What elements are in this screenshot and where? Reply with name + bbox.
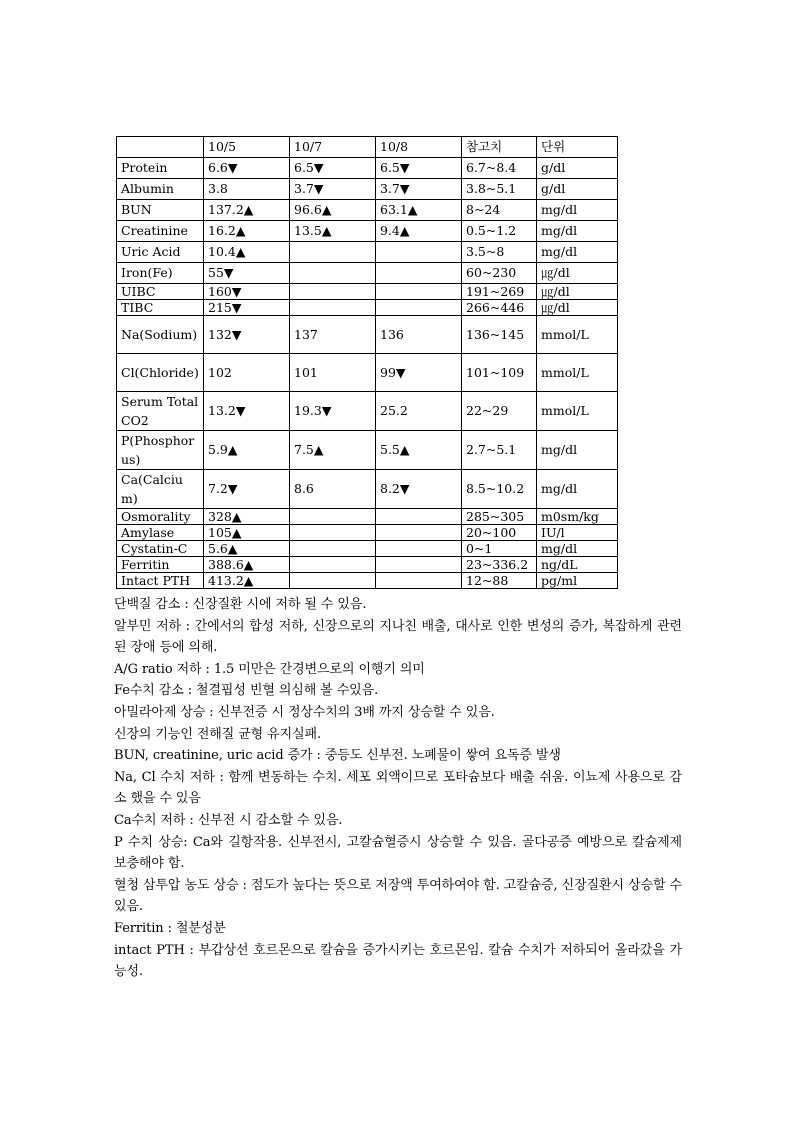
note-paragraph: Na, Cl 수치 저하 : 함께 변동하는 수치. 세포 외액이므로 포타슘보다 배출 쉬움. 이뇨제 사용으로 감소 했을 수 있음: [114, 769, 682, 807]
value-cell: [376, 525, 462, 541]
value-cell: 96.6▲: [290, 200, 376, 221]
value-cell: 8.6: [290, 470, 376, 509]
note-paragraph: 혈청 삼투압 농도 상승 : 점도가 높다는 뜻으로 저장액 투여하여야 함. 고칼슘증, 신장질환시 상승할 수 있음.: [114, 877, 682, 915]
value-cell: [376, 557, 462, 573]
value-cell: [290, 242, 376, 263]
table-row: [117, 392, 618, 431]
value-cell: 137.2▲: [204, 200, 290, 221]
table-header-row: [117, 137, 618, 158]
reference-cell: 8~24: [462, 200, 537, 221]
test-name-cell: Cystatin-C: [117, 541, 204, 557]
lab-results-table: [116, 136, 618, 589]
value-cell: 328▲: [204, 509, 290, 525]
reference-cell: 266~446: [462, 300, 537, 316]
header-cell: 단위: [537, 137, 618, 158]
value-cell: [290, 300, 376, 316]
reference-cell: 101~109: [462, 354, 537, 392]
note-paragraph: Fe수치 감소 : 철결핍성 빈혈 의심해 볼 수있음.: [114, 683, 379, 699]
table-row: [117, 263, 618, 284]
value-cell: 3.8: [204, 179, 290, 200]
unit-cell: IU/l: [537, 525, 618, 541]
reference-cell: 0.5~1.2: [462, 221, 537, 242]
value-cell: 25.2: [376, 392, 462, 431]
table-row: [117, 431, 618, 470]
value-cell: [290, 509, 376, 525]
note-paragraph: Ferritin : 철분성분: [114, 920, 226, 936]
reference-cell: 136~145: [462, 316, 537, 354]
unit-cell: mg/dl: [537, 431, 618, 470]
test-name-cell: Iron(Fe): [117, 263, 204, 284]
value-cell: 3.7▼: [376, 179, 462, 200]
test-name-cell: Na(Sodium): [117, 316, 204, 354]
note-paragraph: Ca수치 저하 : 신부전 시 감소할 수 있음.: [114, 812, 343, 828]
value-cell: 413.2▲: [204, 573, 290, 589]
table-row: [117, 158, 618, 179]
table-row: [117, 242, 618, 263]
test-name-cell: BUN: [117, 200, 204, 221]
value-cell: 13.2▼: [204, 392, 290, 431]
test-name-cell: Intact PTH: [117, 573, 204, 589]
test-name-cell: TIBC: [117, 300, 204, 316]
note-paragraph: 단백질 감소 : 신장질환 시에 저하 될 수 있음.: [114, 597, 367, 612]
value-cell: 6.5▼: [376, 158, 462, 179]
value-cell: [290, 263, 376, 284]
test-name-cell: Osmorality: [117, 509, 204, 525]
table-row: [117, 509, 618, 525]
unit-cell: mg/dl: [537, 541, 618, 557]
table-row: [117, 573, 618, 589]
value-cell: 6.5▼: [290, 158, 376, 179]
unit-cell: pg/ml: [537, 573, 618, 589]
header-cell: 참고치: [462, 137, 537, 158]
value-cell: [290, 525, 376, 541]
interpretation-notes: [114, 594, 682, 983]
header-cell: 10/7: [290, 137, 376, 158]
value-cell: 137: [290, 316, 376, 354]
note-paragraph: 아밀라아제 상승 : 신부전증 시 정상수치의 3배 까지 상승할 수 있음.: [114, 704, 495, 720]
value-cell: 215▼: [204, 300, 290, 316]
reference-cell: 285~305: [462, 509, 537, 525]
table-row: [117, 470, 618, 509]
reference-cell: 3.8~5.1: [462, 179, 537, 200]
table-row: [117, 316, 618, 354]
unit-cell: g/dl: [537, 158, 618, 179]
reference-cell: 3.5~8: [462, 242, 537, 263]
value-cell: [376, 263, 462, 284]
reference-cell: 12~88: [462, 573, 537, 589]
test-name-cell: Serum Total CO2: [117, 392, 204, 431]
unit-cell: m0sm/kg: [537, 509, 618, 525]
reference-cell: 8.5~10.2: [462, 470, 537, 509]
unit-cell: mmol/L: [537, 354, 618, 392]
value-cell: [290, 284, 376, 300]
test-name-cell: Ferritin: [117, 557, 204, 573]
value-cell: 9.4▲: [376, 221, 462, 242]
reference-cell: 191~269: [462, 284, 537, 300]
unit-cell: mg/dl: [537, 242, 618, 263]
reference-cell: 20~100: [462, 525, 537, 541]
value-cell: 19.3▼: [290, 392, 376, 431]
test-name-cell: Cl(Chloride): [117, 354, 204, 392]
value-cell: 101: [290, 354, 376, 392]
value-cell: 6.6▼: [204, 158, 290, 179]
table-row: [117, 284, 618, 300]
reference-cell: 22~29: [462, 392, 537, 431]
value-cell: [290, 573, 376, 589]
unit-cell: mmol/L: [537, 316, 618, 354]
reference-cell: 23~336.2: [462, 557, 537, 573]
note-paragraph: BUN, creatinine, uric acid 증가 : 중등도 신부전. 노폐물이 쌓여 요독증 발생: [114, 748, 561, 764]
value-cell: 63.1▲: [376, 200, 462, 221]
value-cell: [376, 541, 462, 557]
note-paragraph: A/G ratio 저하 : 1.5 미만은 간경변으로의 이행기 의미: [114, 661, 425, 677]
note-paragraph: 신장의 기능인 전해질 균형 유지실패.: [114, 726, 322, 742]
test-name-cell: Uric Acid: [117, 242, 204, 263]
value-cell: [376, 509, 462, 525]
table-row: [117, 179, 618, 200]
value-cell: 16.2▲: [204, 221, 290, 242]
reference-cell: 2.7~5.1: [462, 431, 537, 470]
value-cell: 160▼: [204, 284, 290, 300]
value-cell: 99▼: [376, 354, 462, 392]
reference-cell: 0~1: [462, 541, 537, 557]
value-cell: [376, 573, 462, 589]
unit-cell: mg/dl: [537, 470, 618, 509]
test-name-cell: Protein: [117, 158, 204, 179]
table-row: [117, 525, 618, 541]
value-cell: 13.5▲: [290, 221, 376, 242]
test-name-cell: P(Phosphorus): [117, 431, 204, 470]
table-row: [117, 557, 618, 573]
value-cell: 5.5▲: [376, 431, 462, 470]
header-cell: 10/5: [204, 137, 290, 158]
header-cell: 10/8: [376, 137, 462, 158]
test-name-cell: Albumin: [117, 179, 204, 200]
test-name-cell: Creatinine: [117, 221, 204, 242]
value-cell: 5.9▲: [204, 431, 290, 470]
value-cell: 55▼: [204, 263, 290, 284]
value-cell: [376, 242, 462, 263]
unit-cell: mmol/L: [537, 392, 618, 431]
value-cell: 136: [376, 316, 462, 354]
value-cell: 10.4▲: [204, 242, 290, 263]
reference-cell: 6.7~8.4: [462, 158, 537, 179]
table-row: [117, 354, 618, 392]
test-name-cell: Amylase: [117, 525, 204, 541]
value-cell: [290, 557, 376, 573]
value-cell: 7.5▲: [290, 431, 376, 470]
value-cell: 102: [204, 354, 290, 392]
reference-cell: 60~230: [462, 263, 537, 284]
table-row: [117, 200, 618, 221]
value-cell: 388.6▲: [204, 557, 290, 573]
test-name-cell: UIBC: [117, 284, 204, 300]
note-paragraph: intact PTH : 부갑상선 호르몬으로 칼슘을 증가시키는 호르몬임. 칼슘 수치가 저하되어 올라갔을 가능성.: [114, 942, 682, 980]
value-cell: 8.2▼: [376, 470, 462, 509]
value-cell: [376, 300, 462, 316]
value-cell: [290, 541, 376, 557]
unit-cell: ㎍/dl: [537, 284, 618, 300]
unit-cell: ng/dL: [537, 557, 618, 573]
value-cell: 3.7▼: [290, 179, 376, 200]
note-paragraph: 알부민 저하 : 간에서의 합성 저하, 신장으로의 지나친 배출, 대사로 인한 변성의 증가, 복잡하게 관련된 장애 등에 의해.: [114, 618, 682, 656]
unit-cell: ㎍/dl: [537, 300, 618, 316]
value-cell: 5.6▲: [204, 541, 290, 557]
value-cell: 105▲: [204, 525, 290, 541]
note-paragraph: P 수치 상승: Ca와 길항작용. 신부전시, 고칼슘혈증시 상승할 수 있음. 골다공증 예방으로 칼슘제제 보충해야 함.: [114, 834, 682, 872]
unit-cell: mg/dl: [537, 221, 618, 242]
unit-cell: mg/dl: [537, 200, 618, 221]
table-row: [117, 541, 618, 557]
header-cell: [117, 137, 204, 158]
table-row: [117, 300, 618, 316]
unit-cell: ㎍/dl: [537, 263, 618, 284]
test-name-cell: Ca(Calcium): [117, 470, 204, 509]
table-row: [117, 221, 618, 242]
unit-cell: g/dl: [537, 179, 618, 200]
value-cell: 132▼: [204, 316, 290, 354]
value-cell: [376, 284, 462, 300]
value-cell: 7.2▼: [204, 470, 290, 509]
